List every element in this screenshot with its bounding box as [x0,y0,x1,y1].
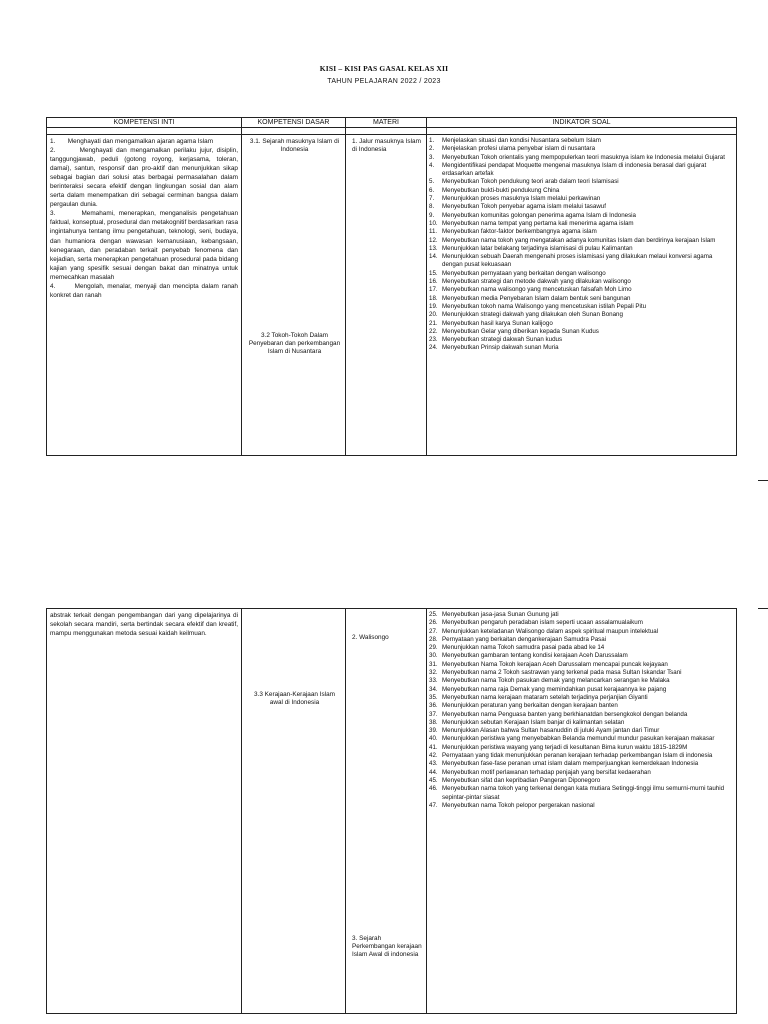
indikator-text: Menyebutkan gambaran tentang kondisi kerajaan Aceh Darussalam [442,652,628,660]
indikator-text: Menunjukkan peristiwa wayang yang terjadi di kesultanan Bima kurun waktu 1815-1829M [442,743,688,751]
indikator-text: Menunjukkan sebuah Daerah mengenahi proses islamisasi yang dilakukan melaui konversi agama dengan pusat kekuasaan [442,253,713,269]
indikator-number: 1. [429,137,435,144]
indikator-text: Menyebutkan nama Penguasa banten yang berkhianatdan bersengkokol dengan belanda [442,710,688,718]
indikator-text: Menunjukkan peraturan yang berkaitan dengan kerajaan banten [442,702,618,710]
indikator-text: Menyebutkan bukti-bukti pendukung China [442,186,560,194]
indikator-number: 17. [429,286,438,294]
indikator-item [429,253,734,270]
indikator-text: Menyebutkan nama walisongo yang mencetuskan falsafah Moh Limo [442,286,632,294]
indikator-text: Pernyataan yang berkaitan dengankerajaan Samudra Pasai [442,635,607,643]
indikator-item [429,694,734,702]
indikator-text: Menjelaskan situasi dan kondisi Nusantara sebelum Islam [442,137,601,144]
table-row [47,135,737,456]
indikator-number: 46. [429,785,438,793]
indikator-item [429,344,734,352]
indikator-number: 33. [429,677,438,685]
kompetensi-inti-text-continued: abstrak terkait dengan pengembangan dari yang dipelajarinya di sekolah secara mandiri, serta bertindak secara efektif dan kreatif, mampu menggunakan metoda sesuai kaidah keilmuan. [50,612,238,638]
indikator-number: 8. [429,203,435,211]
indikator-item [429,137,734,145]
kompetensi-inti-text: 1. Menghayati dan mengamalkan ajaran agama Islam 2. Menghayati dan mengamalkan perilaku jujur, disiplin, tanggungjawab, peduli (gotong royong, kerjasama, toleran, damai), santun, responsif dan pro-aktif dan menunjukkan sikap sebagai bagian dari solusi atas berbagai permasalahan dalam berinteraksi secara efektif dengan lingkungan sosial dan alam serta dalam menempatkan diri sebagai cerminan bangsa dalam pergaulan dunia. 3. Memahami, menerapkan, menganalisis pengetahuan faktual, konseptual, prosedural dan metakognitif berdasarkan rasa ingintahunya tentang ilmu pengetahuan, teknologi, seni, budaya, dan humaniora dengan wawasan kemanusiaan, kebangsaan, kenegaraan, dan peradaban terkait penyebab fenomena dan kejadian, serta menerapkan pengetahuan prosedural pada bidang kajian yang spesifik sesuai dengan bakat dan minatnya untuk memecahkan masalah 4. Mengolah, menalar, menyaji dan mencipta dalam ranah konkret dan ranah [50,138,238,299]
indikator-item [429,785,734,802]
materi-cell [346,609,427,1014]
indikator-number: 3. [429,153,435,161]
indikator-item [429,154,734,162]
indikator-item [429,719,734,727]
indikator-item [429,669,734,677]
indikator-text: Menyebutkan media Penyebaran Islam dalam bentuk seni bangunan [442,294,631,302]
indikator-item [429,336,734,344]
indikator-number: 38. [429,718,438,726]
indikator-text: Menunjukkan strategi dakwah yang dilakukan oleh Sunan Bonang [442,311,623,319]
indikator-item [429,769,734,777]
indikator-item [429,636,734,644]
indikator-number: 28. [429,635,438,643]
indikator-item [429,303,734,311]
page-edge-mark [758,608,768,609]
materi-3: 3. Sejarah Perkembangan kerajaan Islam Awal di indonesia [352,935,422,958]
page-gap [0,512,768,606]
indikator-number: 19. [429,302,438,310]
indikator-text: Menyebutkan nama Tokoh pasukan demak yang melancarkan serangan ke Malaka [442,677,670,685]
indikator-number: 31. [429,660,438,668]
indikator-number: 43. [429,760,438,768]
ki-cell [47,135,242,456]
indikator-text: Menyebutkan strategi dan metode dakwah yang dilakukan walisongo [442,278,631,286]
indikator-item [429,320,734,328]
indikator-text: Menunjukkan proses masuknya Islam melalui perkawinan [442,195,601,203]
indikator-item [429,628,734,636]
indikator-number: 23. [429,336,438,344]
indikator-number: 6. [429,186,435,194]
indikator-number: 11. [429,228,438,236]
indikator-text: Menyebutkan hasil karya Sunan kalijogo [442,319,553,327]
indikator-text: Pernyataan yang tidak menunjukkan peranan kerajaan terhadap perkembangan Islam di indonesia [442,752,713,760]
indikator-item [429,760,734,768]
indikator-number: 45. [429,776,438,784]
kd-3-2: 3.2 Tokoh-Tokoh Dalam Penyebaran dan perkembangan Islam di Nusantara [248,332,341,355]
indikator-item [429,735,734,743]
indikator-number: 25. [429,611,438,618]
indikator-item [429,270,734,278]
indikator-item [429,278,734,286]
indikator-text: Menunjukkan latar belakang terjadinya islamisasi di pulau Kalimantan [442,244,633,252]
indikator-number: 14. [429,253,438,261]
indikator-item [429,677,734,685]
indikator-text: Menyebutkan pernyataan yang berkaitan dengan walisongo [442,269,606,277]
indikator-item [429,644,734,652]
indikator-text: Menyebutkan nama 2 Tokoh sastrawan yang terkenal pada masa Sultan Iskandar Tsani [442,669,682,677]
indikator-item [429,203,734,211]
materi-2: 2. Walisongo [352,634,389,641]
kd-cell [242,135,346,456]
indikator-text: Menyebutkan Tokoh pendukung teori arab dalam teori Islamisasi [442,178,619,186]
page-2 [0,606,768,1024]
indikator-item [429,311,734,319]
kd-cell [242,609,346,1014]
indikator-number: 15. [429,269,438,277]
indikator-number: 22. [429,327,438,335]
indikator-number: 21. [429,319,438,327]
indikator-number: 41. [429,743,438,751]
indikator-text: Menyebutkan faktor-faktor berkembangnya agama islam [442,228,597,236]
indikator-item [429,777,734,785]
indikator-item [429,212,734,220]
indikator-text: Menyebutkan nama kerajaan mataram setelah terjadinya perjanjian Giyanti [442,693,648,701]
indikator-text: Menyebutkan nama tokoh yang terkenal dengan kata mutiara Setinggi-tinggi ilmu semurni-murni tauhid sepintar-pintar siasat [442,785,725,801]
indikator-number: 36. [429,702,438,710]
indikator-item [429,711,734,719]
kd-3-1: 3.1. Sejarah masuknya Islam di Indonesia [249,138,340,153]
kisi-table-page-1 [46,117,737,456]
indikator-list-2 [427,609,736,810]
indikator-number: 34. [429,685,438,693]
indikator-item [429,752,734,760]
indikator-number: 44. [429,768,438,776]
indikator-number: 13. [429,244,438,252]
indikator-text: Menyebutkan Gelar yang diberikan kepada Sunan Kudus [442,327,599,335]
header-kompetensi-dasar: KOMPETENSI DASAR [242,118,346,128]
indikator-number: 40. [429,735,438,743]
indikator-number: 26. [429,619,438,627]
indikator-item [429,619,734,627]
table-row [47,609,737,1014]
indikator-item [429,686,734,694]
indikator-number: 20. [429,311,438,319]
table-header-row [47,118,737,128]
indikator-text: Menyebutkan nama Tokoh pelopor pergerakan nasional [442,801,595,809]
indikator-item [429,245,734,253]
indikator-text: Menyebutkan nama raja Demak yang memindahkan pusat kerajaannya ke pajang [442,685,667,693]
indikator-text: Menyebutkan tokoh nama Walisongo yang mencetuskan istilah Pepali Pitu [442,302,647,310]
indikator-item [429,178,734,186]
indikator-number: 7. [429,195,435,203]
indikator-item [429,220,734,228]
indikator-number: 24. [429,344,438,352]
kd-3-3: 3.3 Kerajaan-Kerajaan Islam awal di Indonesia [254,691,335,706]
indikator-number: 18. [429,294,438,302]
document-title: KISI – KISI PAS GASAL KELAS XII [319,64,449,73]
indikator-text: Menyebutkan pengaruh peradaban islam seperti ucaan assalamualaikum [442,619,643,627]
indikator-text: Menjelaskan profesi ulama penyebar islam di nusantara [442,145,596,153]
indikator-text: Menyebutkan Prinsip dakwah sunan Muria [442,344,559,352]
indikator-item [429,652,734,660]
indikator-number: 10. [429,219,438,227]
indikator-item [429,328,734,336]
indikator-cell [427,609,737,1014]
indikator-item [429,702,734,710]
indikator-item [429,187,734,195]
indikator-text: Menyebutkan motif perlawanan terhadap penjajah yang bersifat kedaerahan [442,768,651,776]
indikator-text: Menyebutkan nama tokoh yang mengatakan adanya komunitas Islam dan berdirinya kerajaan Islam [442,236,716,244]
indikator-text: Menyebutkan Nama Tokoh kerajaan Aceh Darussalam mencapai puncak kejayaan [442,660,668,668]
indikator-text: Mengidentifikasi pendapat Moquette mengenai masuknya Islam di indonesia berasal dari gujarat erdasarkan artefak [442,161,707,178]
header-indikator-soal: INDIKATOR SOAL [427,118,737,128]
header-kompetensi-inti: KOMPETENSI INTI [47,118,242,128]
indikator-number: 29. [429,644,438,652]
indikator-text: Menyebutkan nama tempat yang pertama kali menerima agama islam [442,219,634,227]
indikator-item [429,162,734,179]
indikator-number: 12. [429,236,438,244]
indikator-item [429,744,734,752]
indikator-number: 5. [429,178,435,186]
page-edge-mark [758,480,768,481]
materi-1: 1. Jalur masuknya Islam di Indonesia [352,138,421,153]
indikator-item [429,661,734,669]
indikator-text: Menunjukkan keteladanan Walisongo dalam aspek spiritual maupun intelektual [442,627,659,635]
indikator-item [429,195,734,203]
materi-cell [346,135,427,456]
indikator-item [429,295,734,303]
indikator-text: Menyebutkan jasa-jasa Sunan Gunung jati [442,611,559,618]
indikator-item [429,611,734,619]
header-materi: MATERI [346,118,427,128]
indikator-item [429,727,734,735]
indikator-text: Menyebutkan komunitas golongan penerima agama Islam di Indonesia [442,211,636,219]
indikator-number: 39. [429,727,438,735]
indikator-text: Menunjukkan peristiwa yang menyebabkan Belanda memundul mundur pasukan kerajaan makasar [442,735,715,743]
document-subtitle: TAHUN PELAJARAN 2022 / 2023 [327,78,441,85]
ki-cell [47,609,242,1014]
indikator-text: Menyebutkan fase-fase peranan umat islam dalam memperjuangkan kemerdekaan Indonesia [442,760,699,768]
indikator-text: Menyebutkan Tokoh orientalis yang mempopulerkan teori masuknya islam ke Indonesia melalui Gujarat [442,153,725,161]
indikator-text: Menunjukkan nama Tokoh samudra pasai pada abad ke 14 [442,644,605,652]
indikator-number: 35. [429,693,438,701]
indikator-number: 47. [429,801,438,809]
indikator-number: 42. [429,752,438,760]
indikator-number: 4. [429,161,435,169]
kisi-table-page-2 [46,608,737,1014]
indikator-text: Menyebutkan strategi dakwah Sunan kudus [442,336,563,344]
indikator-number: 37. [429,710,438,718]
indikator-text: Menunjukkan Alasan bahwa Sultan hasanuddin di juluki Ayam jantan dari Timur [442,727,660,735]
indikator-text: Menyebutkan Tokoh penyebar agama islam melalui tasawuf [442,203,606,211]
indikator-cell [427,135,737,456]
indikator-number: 27. [429,627,438,635]
indikator-item [429,237,734,245]
indikator-number: 2. [429,145,435,153]
indikator-text: Menunjukkan sebutan Kerajaan Islam banjar di kalimantan selatan [442,718,625,726]
indikator-number: 32. [429,669,438,677]
indikator-text: Menyebutkan sifat dan kepribadian Pangeran Diponegoro [442,776,601,784]
indikator-number: 9. [429,211,435,219]
indikator-item [429,145,734,153]
indikator-number: 30. [429,652,438,660]
spacer-row [47,128,737,135]
indikator-item [429,286,734,294]
indikator-list-1 [427,135,736,353]
indikator-item [429,228,734,236]
indikator-item [429,802,734,810]
indikator-number: 16. [429,278,438,286]
